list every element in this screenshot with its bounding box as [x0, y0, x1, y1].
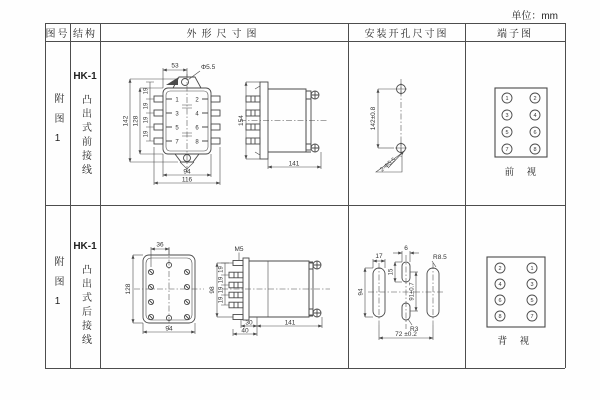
terminal-number: 4 [195, 111, 199, 118]
dim-30: 30 [245, 319, 253, 327]
row2-install-drawing [348, 205, 465, 368]
clamp-mark [166, 78, 178, 86]
terminal-number: 6 [195, 125, 199, 132]
terminal-number: 1 [175, 97, 179, 104]
dim-94: 94 [357, 288, 365, 296]
dim-36: 36 [156, 241, 164, 249]
relay-front-view [154, 74, 220, 172]
mounting-holes [370, 79, 407, 173]
terminal-number: 3 [175, 111, 179, 118]
row2-fig-cell [45, 205, 70, 368]
relay-side-view [238, 82, 328, 169]
dim-94: 94 [183, 168, 191, 176]
terminal-number: 3 [530, 282, 534, 289]
rear-terminal-bolts [229, 261, 243, 320]
row1-outline-drawing [100, 41, 348, 205]
dim-116: 116 [181, 176, 193, 184]
row2-fig-label: 附图1 [52, 256, 63, 317]
terminal-number: 1 [505, 96, 509, 103]
terminal-block-front [495, 88, 547, 178]
dim-91-tol: 91±0.7 [409, 282, 416, 301]
dim-40: 40 [241, 327, 249, 335]
relay-rear-side-view [209, 246, 330, 336]
unit-label: 单位：mm [511, 11, 558, 22]
dim-r8-5: R8.5 [433, 254, 447, 261]
terminal-number: 6 [498, 298, 502, 305]
dim-pitch-19: 19 [218, 286, 225, 294]
terminal-number: 8 [195, 139, 199, 146]
front-view-dimensions [123, 63, 221, 186]
dim-128: 128 [125, 283, 132, 295]
row1-structure-label: 凸出式前接线 [79, 94, 91, 178]
dim-17: 17 [375, 253, 383, 260]
dim-141: 141 [288, 160, 300, 168]
row2-terminal-drawing [465, 205, 565, 368]
table-border-bottom [45, 368, 565, 369]
dim-pitch-19: 19 [218, 296, 225, 304]
dim-pitch-19: 19 [218, 266, 225, 273]
header-structure: 结构 [73, 28, 97, 40]
row2-model-label: HK-1 [73, 241, 97, 252]
header-fig-no: 图号 [45, 28, 70, 40]
row1-model-label: HK-1 [73, 71, 97, 82]
terminal-number: 8 [533, 147, 537, 154]
row1-structure-cell [70, 41, 100, 205]
row2-structure-cell [70, 205, 100, 368]
side-terminal-bolts [246, 96, 260, 144]
terminal-number: 5 [505, 130, 509, 137]
table-border-right [565, 23, 566, 368]
row1-terminal-drawing [465, 41, 565, 205]
dim-142: 142 [122, 115, 130, 127]
dim-hole-dia: Φ5.5 [201, 64, 216, 71]
dim-r3: R3 [410, 326, 419, 333]
row1-install-drawing [348, 41, 465, 205]
side-mounting-screws [306, 91, 319, 152]
terminal-number: 6 [533, 130, 537, 137]
dim-142-tol: 142±0.8 [370, 106, 377, 131]
row1-fig-label: 附图1 [52, 92, 63, 154]
terminal-block-rear [487, 257, 545, 347]
dim-141: 141 [284, 319, 296, 327]
dim-pitch-19: 19 [143, 102, 150, 110]
dim-94: 94 [165, 325, 173, 333]
terminal-number: 2 [533, 96, 537, 103]
cutout-slots [358, 245, 448, 340]
terminal-number: 1 [530, 266, 534, 273]
dim-128: 128 [132, 115, 140, 127]
terminal-number: 2 [195, 97, 199, 104]
dim-53: 53 [171, 62, 179, 70]
terminal-number: 5 [530, 298, 534, 305]
dim-72-tol: 72 ±0.2 [395, 331, 417, 338]
row1-fig-cell [45, 41, 70, 205]
dim-154: 154 [238, 115, 245, 126]
terminal-number: 4 [498, 282, 502, 289]
dim-6: 6 [404, 245, 408, 252]
terminal-number: 7 [530, 314, 534, 321]
terminal-number: 8 [498, 314, 502, 321]
header-terminal-diagram: 端子图 [497, 28, 533, 40]
dim-98: 98 [209, 286, 216, 294]
row2-structure-label: 凸出式后接线 [79, 264, 91, 348]
dim-pitch-19: 19 [143, 130, 150, 138]
terminal-number: 2 [498, 266, 502, 273]
view-label-rear: 背 视 [497, 336, 535, 347]
header-outline-dims: 外形尺寸图 [186, 28, 262, 40]
hole-callout: 2-Φ5.5 [379, 157, 398, 174]
relay-rear-view [125, 242, 204, 335]
terminal-number: 5 [175, 125, 179, 132]
terminal-number: 3 [505, 113, 509, 120]
dim-pitch-19: 19 [143, 87, 150, 95]
dim-m5-thread: M5 [234, 246, 244, 253]
dim-pitch-19: 19 [143, 116, 150, 124]
terminal-number: 4 [533, 113, 537, 120]
row2-outline-drawing [100, 205, 348, 368]
dim-pitch-19: 19 [218, 276, 225, 284]
header-install-dims: 安装开孔尺寸图 [364, 28, 449, 40]
dim-15: 15 [388, 268, 395, 276]
terminal-number: 7 [505, 147, 509, 154]
terminal-number: 7 [175, 139, 179, 146]
view-label-front: 前 视 [504, 167, 542, 178]
